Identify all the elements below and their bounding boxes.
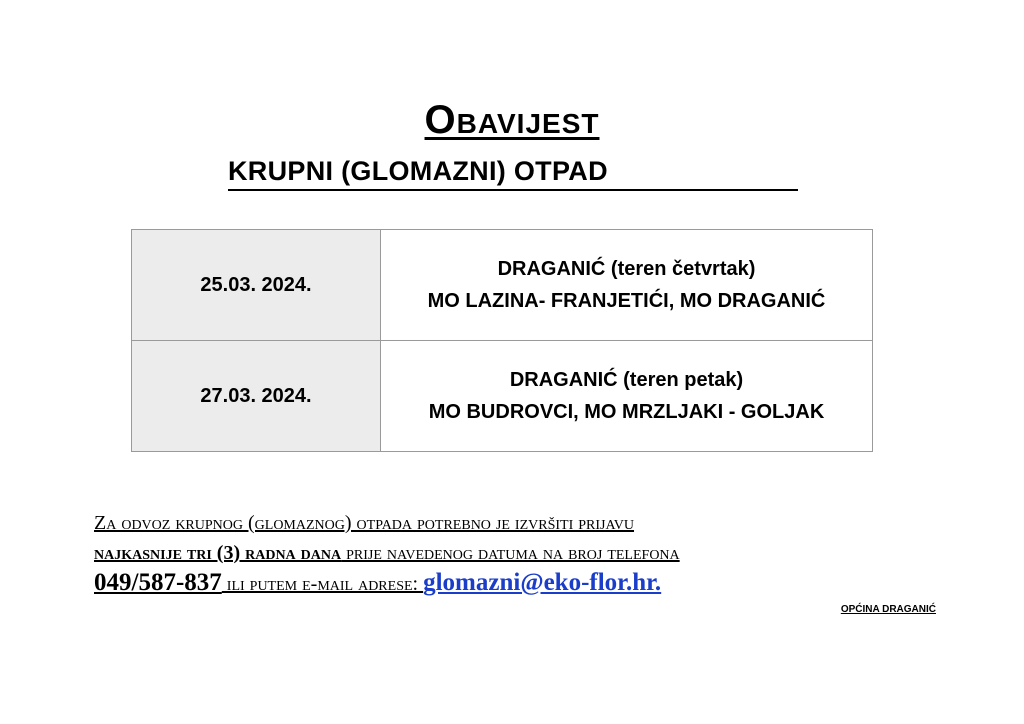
notice-line-3-mid: ili putem e-mail adrese: bbox=[221, 573, 424, 595]
location-line-1: DRAGANIĆ (teren petak) bbox=[509, 369, 744, 391]
schedule-date: 25.03. 2024. bbox=[132, 230, 381, 341]
email-link[interactable]: glomazni@eko-flor.hr. bbox=[423, 569, 662, 596]
location-line-2: MO BUDROVCI, MO MRZLJAKI - GOLJAK bbox=[428, 401, 825, 423]
notice-line-3 bbox=[94, 568, 954, 599]
location-line-2: MO LAZINA- FRANJETIĆI, MO DRAGANIĆ bbox=[427, 290, 826, 312]
phone-number: 049/587-837 bbox=[94, 569, 222, 596]
schedule-location bbox=[381, 230, 873, 341]
table-row bbox=[132, 341, 873, 452]
table-row bbox=[132, 230, 873, 341]
title-text: Obavijest bbox=[424, 98, 600, 142]
schedule-table bbox=[131, 229, 873, 452]
location-line-1: DRAGANIĆ (teren četvrtak) bbox=[497, 258, 756, 280]
schedule-date: 27.03. 2024. bbox=[132, 341, 381, 452]
schedule-location bbox=[381, 341, 873, 452]
notice-text bbox=[94, 508, 954, 599]
notice-line-1: Za odvoz krupnog (glomaznog) otpada potrebno je izvršiti prijavu bbox=[94, 512, 635, 534]
notice-line-2-rest: prije navedenog datuma na broj telefona bbox=[341, 542, 680, 564]
notice-line-2 bbox=[94, 538, 954, 568]
deadline-text: najkasnije tri (3) radna dana bbox=[94, 542, 342, 564]
page-title bbox=[0, 98, 1024, 143]
signature: OPĆINA DRAGANIĆ bbox=[840, 604, 936, 615]
page-subtitle: KRUPNI (GLOMAZNI) OTPAD bbox=[228, 156, 798, 191]
